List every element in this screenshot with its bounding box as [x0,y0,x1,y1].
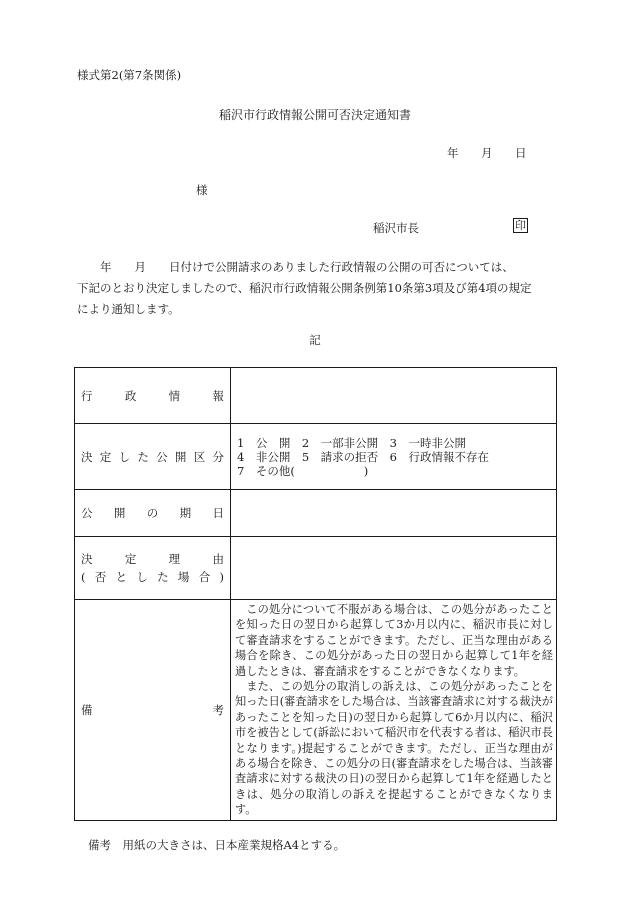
label-char: 場 [177,570,190,584]
label-char: 政 [124,388,137,403]
row-label-date [75,490,231,537]
table-row [75,368,557,424]
label-char: 公 [156,449,168,464]
form-number: 様式第2(第7条関係) [77,68,182,82]
label-char: 開 [113,506,126,520]
row-label-info [75,368,231,424]
row-label-category [75,424,231,490]
date-month-label: 月 [481,146,493,160]
label-char: 決 [81,552,93,566]
table-row [75,424,557,490]
label-char: た [157,570,169,584]
row-label-remarks [75,600,231,821]
body-line: 下記のとおり決定しましたので、稲沢市行政情報公開条例第10条第3項及び第4項の規定 [77,281,532,295]
body-line: により通知します。 [77,302,180,316]
label-char: 期 [179,506,192,520]
remarks-cell [231,600,557,821]
date-day-label: 日 [515,146,527,160]
label-char: 考 [212,702,224,717]
decision-table [74,367,557,821]
label-char: の [146,506,159,520]
label-char: 理 [168,552,181,566]
date-value-cell[interactable] [231,490,557,537]
label-char: 分 [212,449,224,464]
label-char: 日 [212,506,224,520]
label-char: 開 [174,449,187,464]
table-row [75,490,557,537]
category-options-cell[interactable] [231,424,557,490]
label-char: 由 [212,552,224,566]
table-row [75,537,557,600]
footnote: 備考 用紙の大きさは、日本産業規格A4とする。 [88,838,346,852]
reason-value-cell[interactable] [231,537,557,600]
label-char: ) [219,570,224,584]
table-row [75,600,557,821]
label-char: 否 [94,570,107,584]
label-char: ( [81,570,86,584]
label-char: 定 [124,552,137,566]
remarks-paragraph: この処分について不服がある場合は、この処分があったことを知った日の翌日から起算して3か月以内に、稲沢市長に対して審査請求をすることができます。ただし、正当な理由がある場合を除き、この処分があった日の翌日から起算して1年を経過したときは、審査請求をすることができなくなります。 [235,603,553,678]
category-option-line: 7 その他( ) [237,463,369,478]
ki-heading: 記 [309,333,321,347]
label-char: 合 [198,570,211,584]
date-year-label: 年 [447,146,459,160]
label-char: と [115,570,128,584]
row-label-reason [75,537,231,600]
label-char: 情 [168,388,181,403]
label-char: た [137,449,149,464]
label-char: 決 [81,449,93,464]
body-line: 年 月 日付けで公開請求のありました行政情報の公開の可否については、 [77,260,514,274]
label-char: 公 [81,506,93,520]
seal-mark: 印 [515,219,526,232]
label-char: 区 [193,449,206,464]
label-char: 行 [81,388,93,403]
label-char: 定 [99,449,112,464]
label-char: 備 [81,702,93,717]
remarks-paragraph: また、この処分の取消しの訴えは、この処分があったことを知った日(審査請求をした場合は、当該審査請求に対する裁決があったことを知った日)の翌日から起算して6か月以内に、稲沢市を被告として(訴訟において稲沢市を代表する者は、稲沢市長となります。)提起することができます。ただし、正当な理由がある場合を除き、この処分の日(審査請求をした場合は、当該審査請求に対する裁決の日)の翌日から起算して1年を経過したときは、処分の取消しの訴えを提起することができなくなります。 [235,680,553,817]
label-char: 報 [212,388,224,403]
addressee-suffix: 様 [196,183,208,197]
body-paragraph [77,257,557,320]
label-char: し [136,570,148,584]
info-value-cell[interactable] [231,368,557,424]
category-option-line: 1 公 開 2 一部非公開 3 一時非公開 [237,435,466,450]
label-char: し [118,449,131,464]
category-option-line: 4 非公開 5 請求の拒否 6 行政情報不存在 [237,449,489,464]
sender-name: 稲沢市長 [373,221,419,235]
document-title: 稲沢市行政情報公開可否決定通知書 [218,108,411,122]
